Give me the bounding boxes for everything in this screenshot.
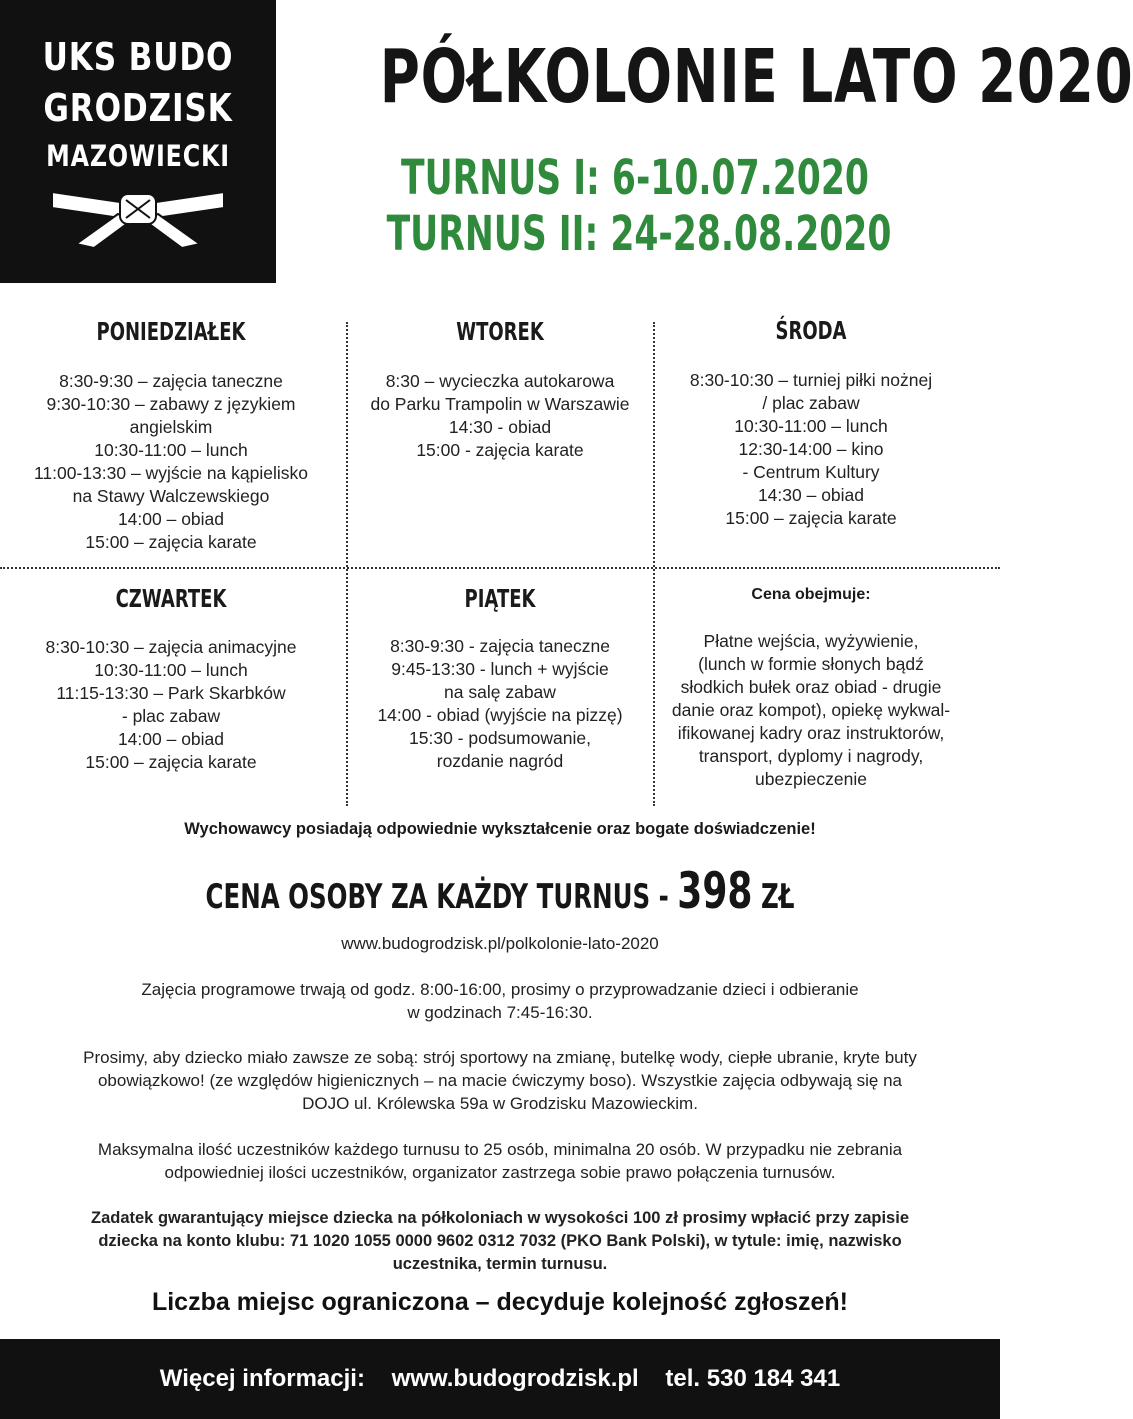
day-card-thursday (6, 584, 336, 774)
day-schedule (6, 370, 336, 554)
closing-note: Liczba miejsc ograniczona – decyduje kolejność zgłoszeń! (151, 1288, 849, 1316)
paragraph-line: Zadatek gwarantujący miejsce dziecka na półkoloniach w wysokości 100 zł prosimy wpłacić przy zapisie (91, 1209, 909, 1227)
schedule-line: 11:00-13:30 – wyjście na kąpielisko (33, 463, 308, 483)
deposit-paragraph (0, 1207, 1000, 1276)
price-unit: ZŁ (752, 877, 795, 917)
schedule-line: 15:00 - zajęcia karate (416, 440, 584, 460)
day-card-wednesday (646, 316, 976, 530)
schedule-line: 15:00 – zajęcia karate (725, 508, 897, 528)
schedule-line: 14:00 – obiad (117, 509, 225, 529)
footer-phone[interactable]: tel. 530 184 341 (665, 1365, 841, 1392)
price-label: CENA OSOBY ZA KAŻDY TURNUS - (205, 877, 678, 917)
price-includes-title: Cena obejmuje: (751, 586, 871, 603)
schedule-line: 14:00 – obiad (117, 729, 225, 749)
price-includes-line: słodkich bułek oraz obiad - drugie (680, 677, 942, 697)
day-schedule (646, 369, 976, 530)
schedule-line: 14:00 - obiad (wyjście na pizzę) (377, 705, 623, 725)
day-title: CZWARTEK (115, 584, 227, 613)
turnus-1-dates: TURNUS I: 6-10.07.2020 (401, 150, 869, 206)
schedule-line: 9:30-10:30 – zabawy z językiem (46, 394, 296, 414)
schedule-line: 10:30-11:00 – lunch (94, 660, 248, 680)
schedule-line: 10:30-11:00 – lunch (734, 416, 888, 436)
schedule-line: 15:30 - podsumowanie, (409, 728, 591, 748)
logo-line-2: GRODZISK (43, 86, 233, 130)
paragraph-line: DOJO ul. Królewska 59a w Grodzisku Mazowieckim. (302, 1094, 698, 1113)
club-logo (0, 0, 276, 283)
page-title: PÓŁKOLONIE LATO 2020 (379, 34, 1133, 120)
price-line (140, 862, 860, 922)
day-card-tuesday (335, 317, 665, 462)
price-includes-list (646, 630, 976, 791)
logo-line-3: MAZOWIECKI (46, 139, 230, 173)
day-schedule (335, 370, 665, 462)
day-schedule (6, 636, 336, 774)
schedule-line: 11:15-13:30 – Park Skarbków (56, 683, 286, 703)
price-value: 398 (677, 862, 753, 920)
day-card-monday (6, 317, 336, 554)
paragraph-line: odpowiedniej ilości uczestników, organizator zastrzega sobie prawo połączenia turnusów. (164, 1163, 836, 1182)
price-includes-line: danie oraz kompot), opiekę wykwal- (671, 700, 951, 720)
day-title: WTOREK (456, 317, 544, 346)
schedule-line: 8:30-9:30 - zajęcia taneczne (390, 636, 610, 656)
footer-label: Więcej informacji: (159, 1365, 365, 1392)
price-includes-line: (lunch w formie słonych bądź (698, 654, 924, 674)
footer-bar (0, 1339, 1000, 1419)
schedule-line: 15:00 – zajęcia karate (85, 532, 257, 552)
price-includes-card (646, 584, 976, 791)
schedule-line: 9:45-13:30 - lunch + wyjście (391, 659, 609, 679)
tutors-note: Wychowawcy posiadają odpowiednie wykształcenie oraz bogate doświadczenie! (184, 820, 816, 838)
items-paragraph (0, 1046, 1000, 1115)
day-title: PONIEDZIAŁEK (96, 317, 246, 346)
price-includes-line: transport, dyplomy i nagrody, (698, 746, 924, 766)
day-title: PIĄTEK (464, 584, 536, 613)
day-title: ŚRODA (775, 316, 847, 345)
schedule-line: 8:30-9:30 – zajęcia taneczne (59, 371, 283, 391)
price-includes-line: ifikowanej kadry oraz instruktorów, (677, 723, 945, 743)
schedule-line: 15:00 – zajęcia karate (85, 752, 257, 772)
belt-knot-icon (48, 180, 228, 250)
schedule-line: 8:30-10:30 – turniej piłki nożnej (689, 370, 933, 390)
schedule-line: rozdanie nagród (436, 751, 564, 771)
paragraph-line: obowiązkowo! (ze względów higienicznych – na macie ćwiczymy boso). Wszystkie zajęcia odbywają się na (97, 1071, 903, 1090)
hours-paragraph (0, 978, 1000, 1024)
paragraph-line: Maksymalna ilość uczestników każdego turnusu to 25 osób, minimalna 20 osób. W przypadku nie zebrania (97, 1140, 903, 1159)
schedule-line: - plac zabaw (121, 706, 221, 726)
paragraph-line: uczestnika, termin turnusu. (392, 1255, 608, 1273)
day-schedule (335, 635, 665, 773)
schedule-line: 12:30-14:00 – kino (738, 439, 884, 459)
schedule-line: 10:30-11:00 – lunch (94, 440, 248, 460)
participants-paragraph (0, 1138, 1000, 1184)
schedule-line: na Stawy Walczewskiego (72, 486, 270, 506)
schedule-line: / plac zabaw (762, 393, 860, 413)
schedule-line: 14:30 - obiad (448, 417, 552, 437)
schedule-line: 14:30 – obiad (757, 485, 865, 505)
camp-website-link[interactable]: www.budogrodzisk.pl/polkolonie-lato-2020 (341, 934, 659, 953)
schedule-line: - Centrum Kultury (742, 462, 880, 482)
paragraph-line: Prosimy, aby dziecko miało zawsze ze sobą: strój sportowy na zmianę, butelkę wody, ciepłe ubranie, kryte buty (83, 1048, 917, 1067)
paragraph-line: dziecka na konto klubu: 71 1020 1055 0000 9602 0312 7032 (PKO Bank Polski), w tytule: imię, nazwisko (98, 1232, 902, 1250)
schedule-line: do Parku Trampolin w Warszawie (370, 394, 630, 414)
schedule-line: 8:30-10:30 – zajęcia animacyjne (45, 637, 297, 657)
schedule-line: 8:30 – wycieczka autokarowa (385, 371, 615, 391)
turnus-2-dates: TURNUS II: 24-28.08.2020 (386, 206, 892, 262)
day-card-friday (335, 584, 665, 773)
grid-divider-middle (0, 567, 1000, 569)
logo-line-1: UKS BUDO (42, 35, 234, 79)
schedule-line: angielskim (129, 417, 213, 437)
price-includes-line: Płatne wejścia, wyżywienie, (703, 631, 919, 651)
paragraph-line: w godzinach 7:45-16:30. (407, 1003, 593, 1022)
paragraph-line: Zajęcia programowe trwają od godz. 8:00-16:00, prosimy o przyprowadzanie dzieci i odbieranie (141, 980, 859, 999)
footer-website-link[interactable]: www.budogrodzisk.pl (391, 1365, 639, 1392)
price-includes-line: ubezpieczenie (755, 769, 867, 789)
schedule-line: na salę zabaw (444, 682, 556, 702)
